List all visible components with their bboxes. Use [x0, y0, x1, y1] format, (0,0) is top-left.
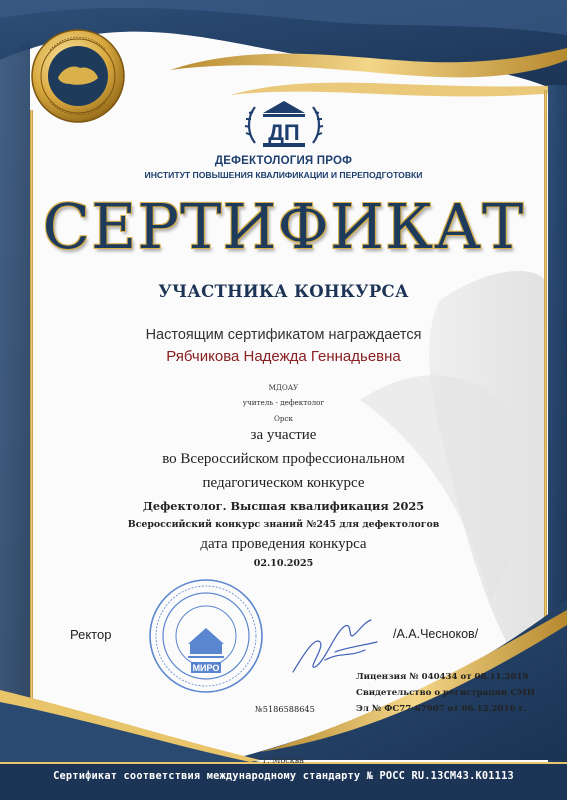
award-text: Настоящим сертификатом награждается — [145, 327, 422, 343]
certificate-number: №5186588645 — [255, 704, 315, 714]
official-stamp-icon — [148, 578, 264, 694]
recipient-name: Рябчикова Надежда Геннадьевна — [166, 348, 401, 365]
position: учитель - дефектолог — [242, 398, 325, 407]
city: Орск — [273, 414, 293, 423]
contest-line-1: во Всероссийском профессиональном — [162, 451, 405, 467]
license-line-3: Эл № ФС77-67907 от 06.12.2016 г. — [356, 704, 527, 714]
organization-name: ДЕФЕКТОЛОГИЯ ПРОФ — [214, 155, 353, 167]
signer-name: /А.А.Чесноков/ — [393, 627, 479, 641]
contest-name: Всероссийский конкурс знаний №245 для дефектологов — [127, 519, 440, 530]
license-line-1: Лицензия № 040434 от 08.11.2019 — [356, 672, 529, 682]
contest-date: 02.10.2025 — [253, 558, 314, 569]
footer-standard: Сертификат соответствия международному стандарту № РОСС RU.13СМ43.К01113 — [53, 770, 514, 782]
date-label: дата проведения конкурса — [200, 536, 367, 552]
gold-seal-icon — [30, 28, 126, 124]
participation-text: за участие — [250, 427, 317, 443]
institute-logo-icon — [243, 95, 325, 153]
nomination: Дефектолог. Высшая квалификация 2025 — [142, 499, 425, 513]
rector-label: Ректор — [70, 627, 112, 642]
stamp-label: МИРО — [192, 663, 220, 673]
institution: МДОАУ — [268, 383, 299, 392]
license-line-2: Свидетельство о регистрации СМИ — [356, 688, 535, 698]
contest-line-2: педагогическом конкурсе — [202, 475, 365, 491]
organization-subtitle: ИНСТИТУТ ПОВЫШЕНИЯ КВАЛИФИКАЦИИ И ПЕРЕПОДГОТОВКИ — [144, 170, 423, 180]
issue-city: г. Москва — [262, 756, 305, 765]
certificate-subtitle: УЧАСТНИКА КОНКУРСА — [158, 282, 409, 301]
logo-letters: ДП — [268, 120, 300, 145]
certificate-title: СЕРТИФИКАТ — [42, 190, 525, 263]
